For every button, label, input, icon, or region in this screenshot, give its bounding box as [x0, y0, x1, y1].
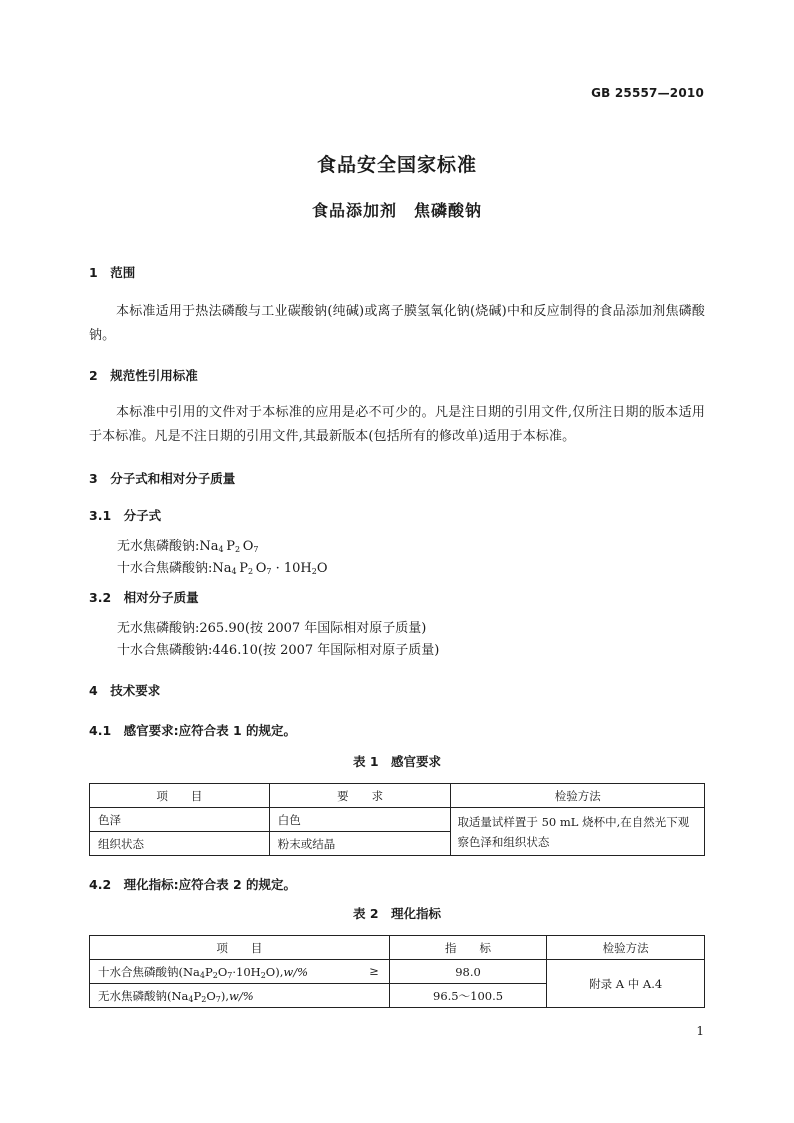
table-row — [90, 808, 705, 832]
table-2-header-method: 检验方法 — [547, 936, 705, 960]
section-4-2-heading: 4.2 理化指标:应符合表 2 的规定。 — [89, 877, 297, 892]
formula-decahydrate: 十水合焦磷酸钠$:Na_4$ $P_2$ $O_7 \cdot 10H_2O$ — [117, 561, 328, 576]
section-4-1-heading: 4.1 感官要求:应符合表 1 的规定。 — [89, 723, 297, 738]
table-2-cell-item: 十水合焦磷酸钠$(Na_4P_2O_7\cdot 10H_2O),w/\%$ ≥ — [90, 960, 390, 984]
mass-anhydrous: 无水焦磷酸钠:265.90(按 2007 年国际相对原子质量) — [117, 621, 427, 636]
table-1-header-item: 项 目 — [90, 784, 270, 808]
section-3-2-heading: 3.2 相对分子质量 — [89, 590, 199, 605]
table-row — [90, 960, 705, 984]
table-2-cell-item: 无水焦磷酸钠$(Na_4P_2O_7),w/\%$ — [90, 984, 390, 1008]
section-2-heading: 2 规范性引用标准 — [89, 368, 198, 383]
table-1-cell-requirement: 粉末或结晶 — [269, 832, 451, 856]
table-1-cell-requirement: 白色 — [269, 808, 451, 832]
table-2-caption: 表 2 理化指标 — [352, 906, 442, 921]
table-1-header-method: 检验方法 — [451, 784, 705, 808]
section-2-text: 本标准中引用的文件对于本标准的应用是必不可少的。凡是注日期的引用文件,仅所注日期的版本适用于本标准。凡是不注日期的引用文件,其最新版本(包括所有的修改单)适用于本标准。 — [89, 405, 705, 444]
table-1-cell-item: 组织状态 — [90, 832, 270, 856]
section-1-text: 本标准适用于热法磷酸与工业碳酸钠(纯碱)或离子膜氢氧化钠(烧碱)中和反应制得的食品添加剂焦磷酸钠。 — [89, 304, 705, 343]
mass-decahydrate: 十水合焦磷酸钠:446.10(按 2007 年国际相对原子质量) — [117, 643, 440, 658]
table-2-cell-value: 96.5～100.5 — [389, 984, 547, 1008]
table-2-header-item: 项 目 — [90, 936, 390, 960]
sub-title: 食品添加剂 焦磷酸钠 — [311, 201, 482, 220]
table-1-cell-item: 色泽 — [90, 808, 270, 832]
section-3-1-heading: 3.1 分子式 — [89, 508, 162, 523]
table-1-header-requirement: 要 求 — [269, 784, 451, 808]
standard-number: GB 25557—2010 — [591, 86, 704, 100]
table-2-cell-method: 附录 A 中 A.4 — [547, 960, 705, 1008]
section-1-heading: 1 范围 — [89, 265, 136, 280]
table-1 — [89, 783, 705, 856]
formula-anhydrous: 无水焦磷酸钠$:Na_4$ $P_2$ $O_7$ — [117, 539, 259, 554]
table-2 — [89, 935, 705, 1008]
greater-equal-symbol: ≥ — [369, 963, 379, 978]
table-2-cell-value: 98.0 — [389, 960, 547, 984]
section-4-heading: 4 技术要求 — [89, 683, 161, 698]
main-title: 食品安全国家标准 — [316, 154, 477, 176]
table-1-caption: 表 1 感官要求 — [352, 754, 442, 769]
table-1-cell-method: 取适量试样置于 50 mL 烧杯中,在自然光下观察色泽和组织状态 — [451, 808, 705, 856]
page-number: 1 — [696, 1024, 704, 1038]
section-3-heading: 3 分子式和相对分子质量 — [89, 471, 236, 486]
table-2-header-index: 指 标 — [389, 936, 547, 960]
